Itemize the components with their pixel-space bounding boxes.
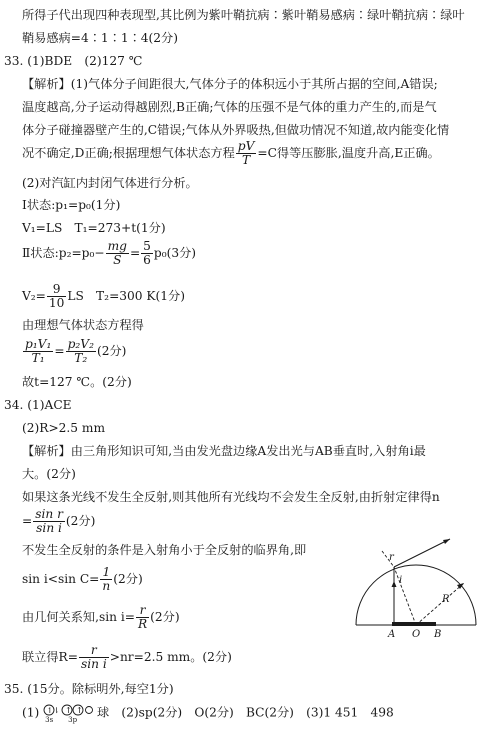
label-R: R [442,594,450,605]
text-line: 不发生全反射的条件是入射角小于全反射的临界角,即 [22,543,307,557]
state-1-volume: V₁=LS T₁=273+t(1分) [22,221,166,235]
text-line: 如果这条光线不发生全反射,则其他所有光线均不会发生全反射,由折射定律得n [22,490,440,504]
text-segment: 由几何关系知,sin i= [22,610,135,625]
svg-text:↑: ↑ [65,706,72,715]
state-2-volume [22,283,185,310]
ray-arrow [392,581,397,587]
text-segment: = [129,246,141,261]
refraction-equation [22,508,95,535]
label-A: A [388,629,396,640]
text-line: (2)R>2.5 mm [22,421,106,435]
fraction-p1v1-over-t1: $\frac{\text{p₁V₁}}{\text{T₁}}$ [25,337,52,365]
text-segment: (2分) [96,344,127,359]
refracted-ray [394,539,450,567]
question-34-heading: 34. (1)ACE [4,398,72,412]
text-segment: (2分) [113,572,143,587]
orbital-diagram [43,702,93,724]
text-line: 故t=127 ℃。(2分) [22,375,132,389]
label-i: i [399,575,403,586]
text-segment: (2分) [150,610,180,625]
text-segment: = [22,514,33,529]
fraction-mg-over-s: $\frac{mg}{S}$ [107,239,127,267]
orbital-3p-circle-3 [86,707,93,714]
state-2-pressure [22,240,196,267]
text-segment: Ⅱ状态:p₂=p₀− [22,246,105,261]
state-1-pressure: Ⅰ状态:p₁=p₀(1分) [22,198,121,212]
text-segment: 联立得R= [22,650,78,665]
text-line: 所得子代出现四种表现型,其比例为紫叶鞘抗病∶紫叶鞘易感病∶绿叶鞘抗病∶绿叶 [22,8,465,22]
hemisphere-optics-diagram [352,533,480,641]
label-r: r [389,552,394,563]
normal-line [394,567,416,625]
text-line: 体分子碰撞器壁产生的,C错误;气体从外界吸热,但做功情况不知道,故内能变化情 [22,123,450,137]
refracted-arrow [443,539,450,544]
text-segment: (1) [22,705,40,720]
fraction-pv-over-t: $\frac{pV}{T}$ [237,139,255,167]
text-segment: 况不确定,D正确;根据理想气体状态方程 [22,146,235,161]
text-segment: =C得等压膨胀,温度升高,E正确。 [257,146,440,161]
text-segment: V₂= [22,289,46,304]
text-segment: LS T₂=300 K(1分) [67,289,185,304]
text-line: 【解析】由三角形知识可知,当由发光盘边缘A发出光与AB垂直时,入射角i最 [22,444,426,458]
orbital-3s-label: 3s [45,716,54,724]
question-35-heading: 35. (15分。除标明外,每空1分) [4,682,174,696]
fraction-nine-tenths: $\frac{9}{10}$ [48,282,65,310]
fraction-five-sixths: $\frac{5}{6}$ [143,239,151,267]
text-line: 鞘易感病=4∶1∶1∶4(2分) [22,31,178,45]
fraction-one-over-n: $\frac{1}{n}$ [102,565,111,593]
geometry-equation [22,604,180,631]
text-segment: sin i<sin C= [22,572,100,587]
text-line: (2)对汽缸内封闭气体进行分析。 [22,176,198,190]
text-segment: (2分) [65,514,96,529]
text-segment: = [54,344,65,359]
radius-line [416,583,464,625]
light-disk [392,622,436,626]
fraction-sinr-over-sini: $\frac{\text{sin r}}{\text{sin i}}$ [35,507,63,535]
svg-text:↑: ↑ [76,706,83,715]
label-B: B [434,629,442,640]
fraction-p2v2-over-t2: $\frac{\text{p₂V₂}}{\text{T₂}}$ [67,337,94,365]
text-line [22,140,440,167]
text-line: 大。(2分) [22,467,76,481]
gas-law-equation [22,338,126,365]
text-line: 温度越高,分子运动得越剧烈,B正确;气体的压强不是气体的重力产生的,而是气 [22,100,437,114]
text-line: 【解析】(1)气体分子间距很大,气体分子的体积远小于其所占据的空间,A错误; [22,77,438,91]
text-segment: 球 (2)sp(2分) O(2分) BC(2分) (3)1 451 498 [97,705,394,720]
text-segment: p₀(3分) [153,246,197,261]
fraction-r-over-R: $\frac{r}{R}$ [137,603,148,631]
question-33-heading: 33. (1)BDE (2)127 ℃ [4,54,143,68]
label-O: O [412,629,421,640]
hemisphere-arc [356,565,476,625]
text-line: 由理想气体状态方程得 [22,318,144,332]
orbital-answer-line [22,702,394,724]
svg-text:↿⇂: ↿⇂ [46,706,61,715]
critical-angle-equation [22,566,143,593]
orbital-3p-label: 3p [68,716,78,724]
fraction-r-over-sini: $\frac{r}{\text{sin i}}$ [80,643,107,671]
text-segment: >nr=2.5 mm。(2分) [109,650,232,665]
result-equation [22,644,232,671]
